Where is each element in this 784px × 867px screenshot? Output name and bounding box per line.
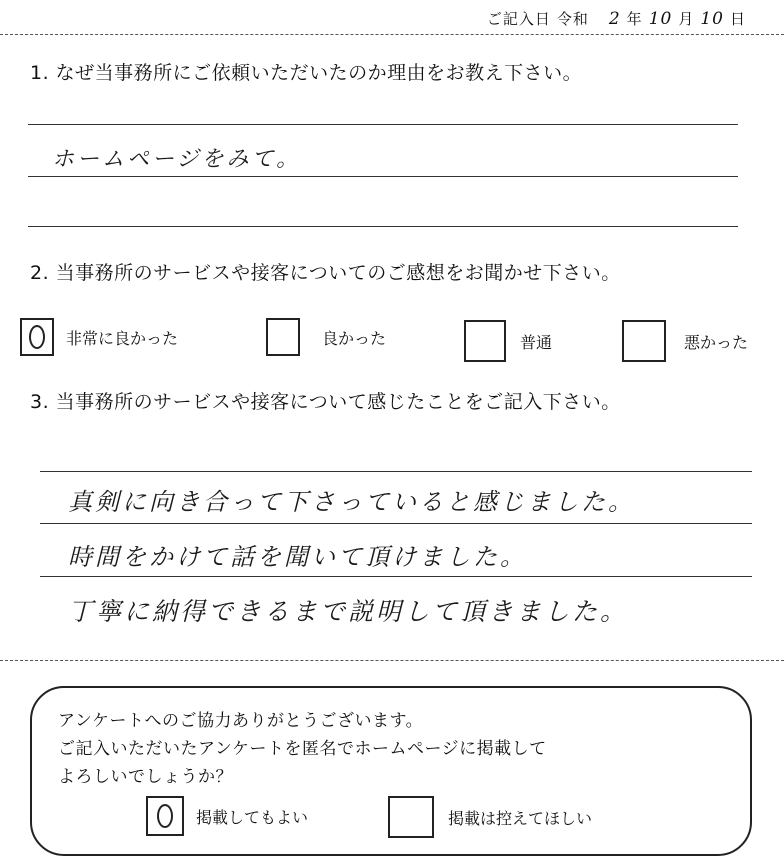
entry-date	[487, 8, 746, 29]
header-divider	[0, 34, 784, 35]
check-circle-icon	[157, 804, 173, 828]
q1-answer-line-3	[28, 226, 738, 227]
survey-request: ご記入いただいたアンケートを匿名でホームページに掲載して	[58, 739, 547, 759]
q2-option-label: 悪かった	[684, 332, 749, 352]
question-2: 2. 当事務所のサービスや接客についてのご感想をお聞かせ下さい。	[30, 262, 621, 284]
date-year-unit: 年	[626, 10, 643, 28]
survey-question: よろしいでしょうか？	[58, 767, 233, 787]
date-year-value: 2	[608, 9, 621, 29]
consent-checkbox-allow[interactable]	[146, 796, 184, 836]
consent-option-allow[interactable]	[146, 796, 308, 836]
check-circle-icon	[29, 325, 45, 349]
section-divider	[0, 660, 784, 661]
q3-answer-3: 丁寧に納得できるまで説明して頂きました。	[68, 597, 629, 626]
q2-option-bad[interactable]	[622, 320, 748, 362]
consent-option-label: 掲載してもよい	[196, 807, 309, 827]
survey-thanks: アンケートへのご協力ありがとうございます。	[58, 711, 424, 731]
q2-checkbox-average[interactable]	[464, 320, 506, 362]
q1-answer: ホームページをみて。	[52, 147, 302, 172]
date-day-value: 10	[700, 9, 724, 29]
q2-option-very-good[interactable]	[20, 318, 178, 356]
date-month-unit: 月	[678, 10, 695, 28]
q2-option-label: 良かった	[322, 328, 387, 348]
question-3: 3. 当事務所のサービスや接客について感じたことをご記入下さい。	[30, 391, 621, 413]
consent-checkbox-decline[interactable]	[388, 796, 434, 838]
q2-checkbox-very-good[interactable]	[20, 318, 54, 356]
q2-checkbox-bad[interactable]	[622, 320, 666, 362]
date-era: 令和	[556, 10, 589, 28]
q3-answer-line-3	[40, 576, 752, 577]
date-day-unit: 日	[729, 10, 746, 28]
q1-answer-line-2	[28, 176, 738, 177]
q2-option-average[interactable]	[464, 320, 552, 362]
q3-answer-line-2	[40, 523, 752, 524]
q2-option-label: 非常に良かった	[66, 328, 179, 348]
q2-checkbox-good[interactable]	[266, 318, 300, 356]
date-month-value: 10	[648, 9, 673, 29]
q3-answer-2: 時間をかけて話を聞いて頂けました。	[68, 543, 527, 571]
date-label: ご記入日	[486, 10, 551, 28]
consent-option-decline[interactable]	[388, 796, 592, 838]
consent-option-label: 掲載は控えてほしい	[448, 808, 593, 828]
question-1: 1. なぜ当事務所にご依頼いただいたのか理由をお教え下さい。	[30, 62, 583, 84]
q1-answer-line-1	[28, 124, 738, 125]
q3-answer-line-1	[40, 471, 752, 472]
q2-option-good[interactable]	[266, 318, 386, 356]
q2-option-label: 普通	[520, 332, 553, 352]
q3-answer-1: 真剣に向き合って下さっていると感じました。	[68, 488, 635, 516]
